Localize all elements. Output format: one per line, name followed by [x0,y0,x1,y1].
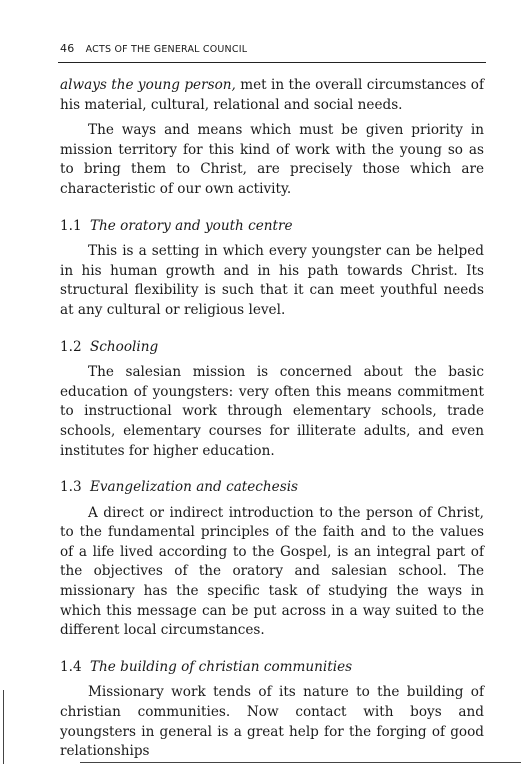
section-title: The oratory and youth centre [89,217,293,234]
scan-edge-left [3,690,4,764]
section-number: 1.3 [60,479,82,496]
section-paragraph: This is a setting in which every youngster can be helped in his human growth and in his path towards Christ. Its structural flexibility is such that it can meet youthful needs at any cultural or religious level. [60,243,484,318]
page-body [60,76,484,762]
running-header [60,42,484,55]
section-heading-1-2 [60,338,484,358]
section-title: The building of christian communities [89,658,353,675]
continued-paragraph [60,76,484,115]
paragraph-text: met in the overall circumstances of his material, cultural, relational and social needs. [60,77,484,113]
scan-edge-bottom [80,762,521,763]
section-number: 1.4 [60,658,82,675]
section-heading-1-4 [60,658,484,678]
section-heading-1-1 [60,217,484,237]
running-title: ACTS OF THE GENERAL COUNCIL [85,44,248,55]
section-title: Evangelization and catechesis [89,479,299,496]
page-number: 46 [60,42,75,55]
header-rule [58,62,486,63]
section-number: 1.2 [60,338,82,355]
section-title: Schooling [89,338,159,355]
emphasis-text: always the young person, [60,77,236,93]
paragraph: The ways and means which must be given priority in mission territory for this kind of work with the young so as to bring them to Christ, are precisely those which are characteristic of our own activity. [60,122,484,197]
section-number: 1.1 [60,217,82,234]
section-heading-1-3 [60,478,484,498]
section-paragraph: A direct or indirect introduction to the person of Christ, to the fundamental principles of the faith and to the values of a life lived according to the Gospel, is an integral part of the objectives of the oratory and salesian school. The missionary has the specific task of studying the ways in which this message can be put across in a way suited to the different local circumstances. [60,504,484,639]
section-paragraph: The salesian mission is concerned about the basic education of youngsters: very often this means commitment to instructional work through elementary schools, trade schools, elementary courses for illiterate adults, and even institutes for higher education. [60,364,484,459]
section-paragraph: Missionary work tends of its nature to the building of christian communities. Now contact with boys and youngsters in general is a great help for the forging of good relationships [60,684,484,760]
